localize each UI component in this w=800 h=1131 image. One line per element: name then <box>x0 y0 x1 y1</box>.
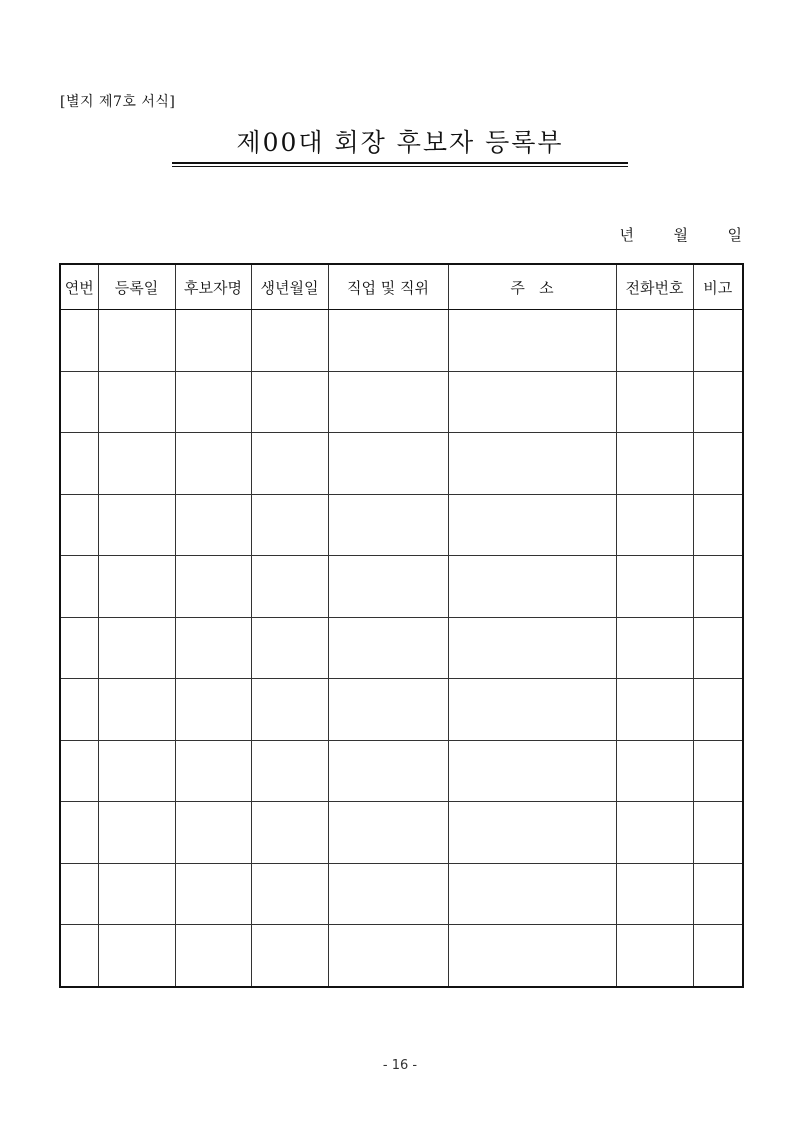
table-cell-phone <box>616 617 693 679</box>
table-cell-address <box>448 494 616 556</box>
table-cell-registration-date <box>98 494 175 556</box>
header-serial-no: 연번 <box>60 264 98 310</box>
table-cell-remarks <box>693 371 743 433</box>
table-cell-registration-date <box>98 679 175 741</box>
document-title: 제00대 회장 후보자 등록부 <box>236 128 564 157</box>
table-cell-candidate-name <box>175 679 251 741</box>
table-cell-birth-date <box>251 310 328 372</box>
table-cell-serial-no <box>60 802 98 864</box>
table-cell-address <box>448 433 616 495</box>
table-cell-serial-no <box>60 925 98 987</box>
table-cell-registration-date <box>98 433 175 495</box>
table-cell-remarks <box>693 556 743 618</box>
table-cell-address <box>448 740 616 802</box>
table-cell-remarks <box>693 433 743 495</box>
table-cell-remarks <box>693 740 743 802</box>
table-cell-phone <box>616 556 693 618</box>
table-cell-candidate-name <box>175 740 251 802</box>
table-row <box>60 925 743 987</box>
table-cell-birth-date <box>251 371 328 433</box>
table-cell-address <box>448 371 616 433</box>
table-cell-registration-date <box>98 556 175 618</box>
table-cell-birth-date <box>251 494 328 556</box>
table-cell-registration-date <box>98 802 175 864</box>
table-cell-remarks <box>693 494 743 556</box>
header-candidate-name: 후보자명 <box>175 264 251 310</box>
table-header-row <box>60 264 743 310</box>
table-row <box>60 617 743 679</box>
date-year-label: 년 <box>619 226 634 244</box>
table-cell-serial-no <box>60 371 98 433</box>
table-cell-remarks <box>693 617 743 679</box>
table-cell-phone <box>616 802 693 864</box>
table-cell-candidate-name <box>175 310 251 372</box>
table-cell-birth-date <box>251 433 328 495</box>
table-cell-address <box>448 802 616 864</box>
table-cell-remarks <box>693 679 743 741</box>
table-cell-registration-date <box>98 371 175 433</box>
table-cell-serial-no <box>60 310 98 372</box>
header-occupation-position: 직업 및 직위 <box>328 264 448 310</box>
table-cell-birth-date <box>251 802 328 864</box>
table-cell-phone <box>616 679 693 741</box>
table-cell-candidate-name <box>175 371 251 433</box>
table-cell-registration-date <box>98 863 175 925</box>
table-cell-occupation-position <box>328 925 448 987</box>
table-cell-phone <box>616 371 693 433</box>
table-cell-candidate-name <box>175 433 251 495</box>
table-body <box>60 310 743 987</box>
page-number: - 16 - <box>382 1058 418 1073</box>
table-cell-candidate-name <box>175 494 251 556</box>
title-underline-thick <box>172 162 628 164</box>
table-cell-occupation-position <box>328 494 448 556</box>
candidate-register-table <box>59 263 744 988</box>
header-address: 주 소 <box>448 264 616 310</box>
table-cell-occupation-position <box>328 740 448 802</box>
table-cell-address <box>448 863 616 925</box>
form-label: [별지 제7호 서식] <box>60 94 176 110</box>
header-remarks: 비고 <box>693 264 743 310</box>
header-birth-date: 생년월일 <box>251 264 328 310</box>
table-cell-phone <box>616 740 693 802</box>
table-row <box>60 494 743 556</box>
table-cell-serial-no <box>60 494 98 556</box>
title-underline-thin <box>172 166 628 167</box>
table-cell-occupation-position <box>328 371 448 433</box>
table-cell-candidate-name <box>175 802 251 864</box>
table-cell-registration-date <box>98 310 175 372</box>
table-cell-candidate-name <box>175 863 251 925</box>
table-cell-occupation-position <box>328 310 448 372</box>
table-row <box>60 740 743 802</box>
table-cell-serial-no <box>60 740 98 802</box>
table-cell-birth-date <box>251 863 328 925</box>
date-line <box>604 224 742 245</box>
table-cell-birth-date <box>251 617 328 679</box>
table-cell-address <box>448 310 616 372</box>
table-cell-serial-no <box>60 679 98 741</box>
header-phone: 전화번호 <box>616 264 693 310</box>
table-cell-occupation-position <box>328 802 448 864</box>
table-cell-serial-no <box>60 556 98 618</box>
date-day-label: 일 <box>727 226 742 244</box>
table-cell-registration-date <box>98 740 175 802</box>
table-cell-occupation-position <box>328 679 448 741</box>
date-month-label: 월 <box>673 226 688 244</box>
table-cell-phone <box>616 433 693 495</box>
table-cell-birth-date <box>251 740 328 802</box>
table-cell-occupation-position <box>328 433 448 495</box>
table-cell-occupation-position <box>328 556 448 618</box>
table-row <box>60 433 743 495</box>
table-row <box>60 863 743 925</box>
table-cell-phone <box>616 494 693 556</box>
table-row <box>60 679 743 741</box>
table-cell-address <box>448 925 616 987</box>
table-cell-serial-no <box>60 433 98 495</box>
table-cell-candidate-name <box>175 556 251 618</box>
table-cell-serial-no <box>60 863 98 925</box>
table-cell-phone <box>616 310 693 372</box>
table-cell-birth-date <box>251 925 328 987</box>
table-cell-phone <box>616 863 693 925</box>
table-row <box>60 371 743 433</box>
table-cell-candidate-name <box>175 617 251 679</box>
table-cell-serial-no <box>60 617 98 679</box>
table-cell-remarks <box>693 310 743 372</box>
table-row <box>60 802 743 864</box>
table-cell-remarks <box>693 802 743 864</box>
table-cell-address <box>448 617 616 679</box>
table-row <box>60 556 743 618</box>
table-cell-remarks <box>693 863 743 925</box>
header-registration-date: 등록일 <box>98 264 175 310</box>
table-cell-occupation-position <box>328 617 448 679</box>
table-row <box>60 310 743 372</box>
table-cell-remarks <box>693 925 743 987</box>
table-cell-registration-date <box>98 925 175 987</box>
table-cell-birth-date <box>251 556 328 618</box>
table-cell-occupation-position <box>328 863 448 925</box>
table-cell-registration-date <box>98 617 175 679</box>
table-cell-address <box>448 556 616 618</box>
table-cell-candidate-name <box>175 925 251 987</box>
table-cell-address <box>448 679 616 741</box>
table-cell-birth-date <box>251 679 328 741</box>
table-cell-phone <box>616 925 693 987</box>
